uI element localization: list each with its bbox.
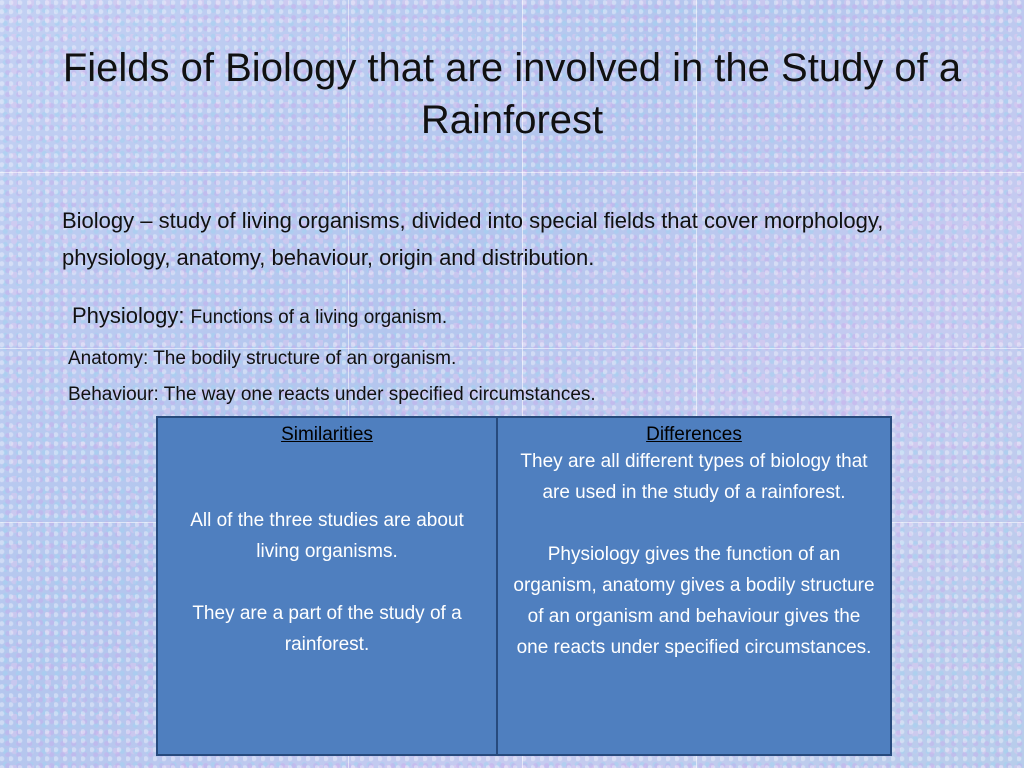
- comparison-table: [156, 416, 892, 756]
- difference-item: Physiology gives the function of an organism, anatomy gives a bodily structure of an organism and behaviour gives the one reacts under specified circumstances.: [513, 544, 875, 658]
- definition-anatomy: Anatomy: The bodily structure of an organism.: [68, 348, 457, 369]
- similarities-column: [158, 418, 498, 754]
- definition-physiology: [72, 303, 447, 329]
- intro-text: Biology – study of living organisms, divided into special fields that cover morphology, physiology, anatomy, behaviour, origin and distribution.: [62, 208, 884, 270]
- differences-column: [498, 418, 890, 754]
- slide-title: Fields of Biology that are involved in the Study of a Rainforest: [62, 46, 962, 142]
- differences-header: Differences: [646, 424, 742, 445]
- difference-item: They are all different types of biology that are used in the study of a rainforest.: [520, 451, 868, 503]
- similarity-item: They are a part of the study of a rainforest.: [192, 603, 462, 655]
- physiology-description: Functions of a living organism.: [190, 307, 448, 328]
- similarities-header: Similarities: [281, 424, 373, 445]
- physiology-term: Physiology:: [72, 303, 185, 328]
- similarity-item: All of the three studies are about living organisms.: [190, 510, 464, 562]
- definition-behaviour: Behaviour: The way one reacts under specified circumstances.: [68, 384, 596, 405]
- grid-line: [0, 172, 1024, 173]
